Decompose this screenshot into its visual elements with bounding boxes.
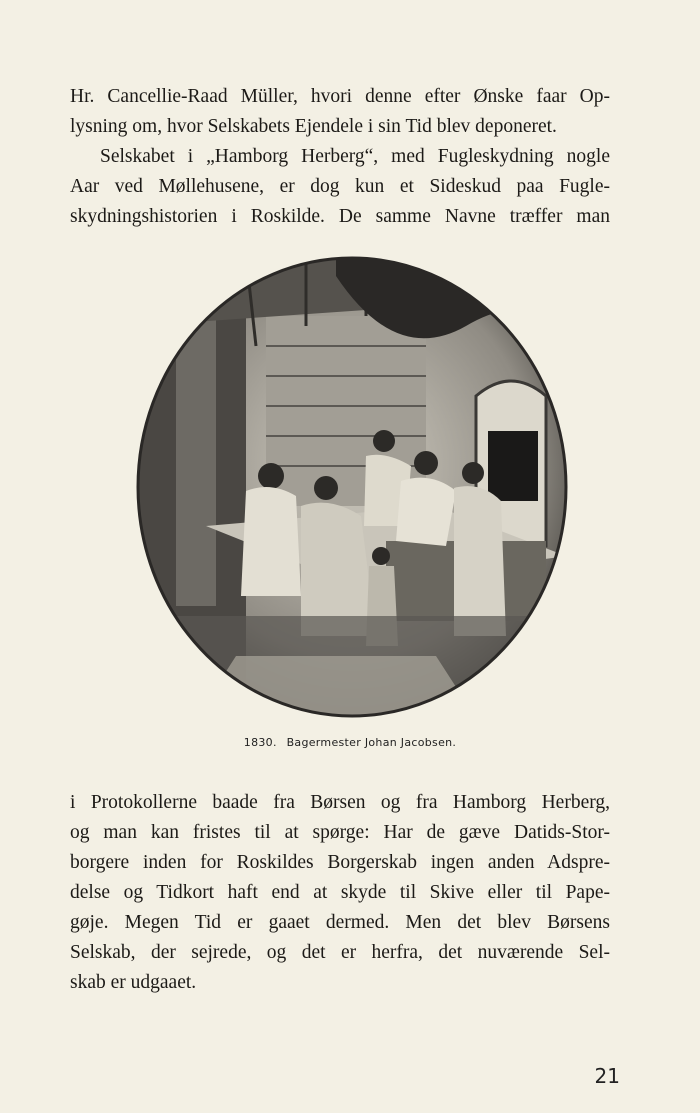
bottom-paragraph xyxy=(70,788,610,998)
text-line: i Protokollerne baade fra Børsen og fra Hamborg Herberg, xyxy=(70,792,610,813)
text-line: skab er udgaaet. xyxy=(70,972,197,993)
text-line: skydningshistorien i Roskilde. De samme Navne træffer man xyxy=(70,206,610,227)
top-paragraphs xyxy=(70,82,610,232)
illustration-caption xyxy=(0,736,700,749)
bakery-illustration xyxy=(136,256,568,718)
text-line: borgere inden for Roskildes Borgerskab ingen anden Adspre- xyxy=(70,852,610,873)
text-line: Aar ved Møllehusene, er dog kun et Sideskud paa Fugle- xyxy=(70,176,610,197)
text-line: Selskabet i „Hamborg Herberg“, med Fugleskydning nogle xyxy=(100,146,610,167)
caption-text: Bagermester Johan Jacobsen. xyxy=(286,736,457,749)
text-line: Selskab, der sejrede, og det er herfra, det nuværende Sel- xyxy=(70,942,610,963)
text-line: delse og Tidkort haft end at skyde til Skive eller til Pape- xyxy=(70,882,610,903)
text-line: Hr. Cancellie-Raad Müller, hvori denne efter Ønske faar Op- xyxy=(70,86,610,107)
caption-year: 1830. xyxy=(243,736,277,749)
text-line: og man kan fristes til at spørge: Har de gæve Datids-Stor- xyxy=(70,822,610,843)
text-line: gøje. Megen Tid er gaaet dermed. Men det blev Børsens xyxy=(70,912,610,933)
page-number: 21 xyxy=(594,1064,620,1088)
text-line: lysning om, hvor Selskabets Ejendele i sin Tid blev deponeret. xyxy=(70,116,557,137)
